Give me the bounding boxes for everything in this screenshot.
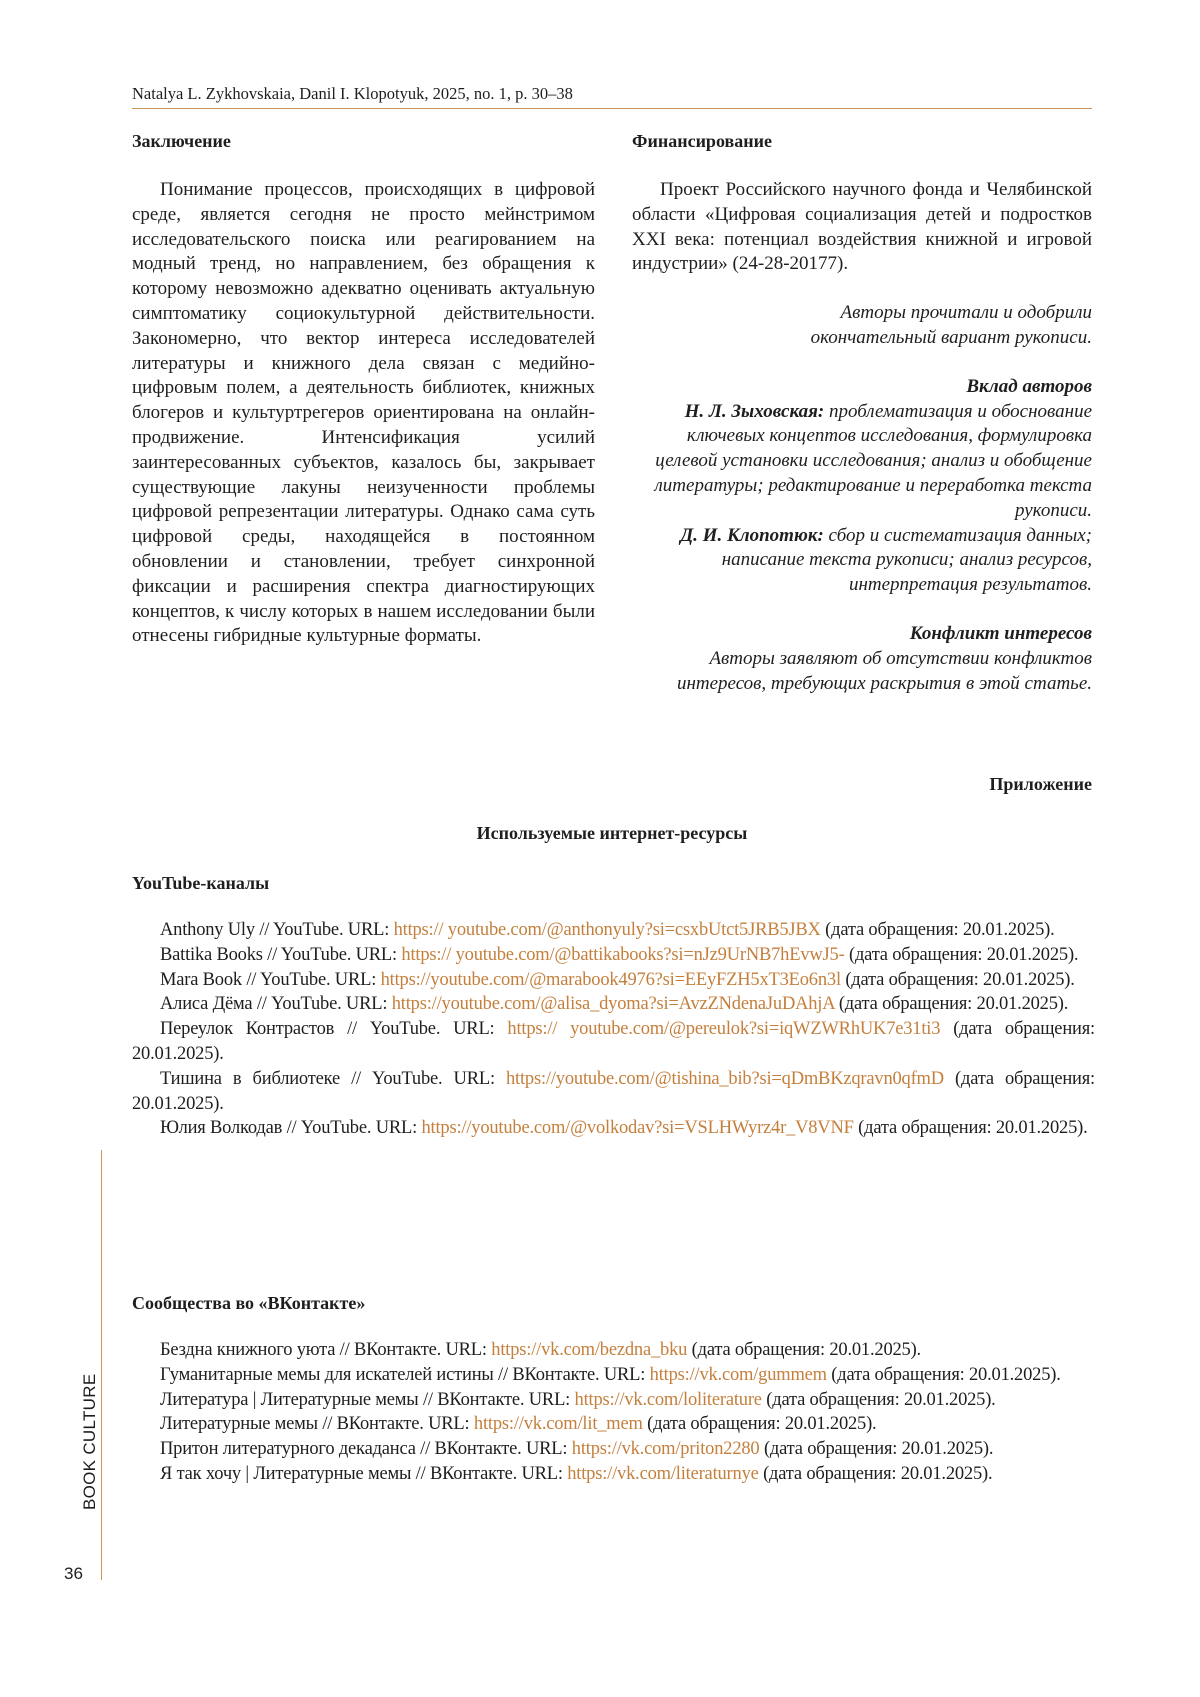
reference-access-date: (дата обращения: 20.01.2025). [845,970,1074,990]
conflict-section [632,622,1092,696]
journal-name-vertical: BOOK CULTURE [80,1374,100,1510]
reference-url-link[interactable]: https://vk.com/literaturnye [567,1464,758,1484]
conflict-title: Конфликт интересов [632,622,1092,647]
running-head: Natalya L. Zykhovskaia, Danil I. Klopotyuk, 2025, no. 1, p. 30–38 [132,84,1092,104]
reference-url-link[interactable]: https://vk.com/gummem [650,1365,827,1385]
conclusion-section [132,130,595,649]
vk-section-title: Сообщества во «ВКонтакте» [132,1292,1092,1314]
reference-item [132,1462,1095,1487]
reference-item [132,1067,1095,1117]
reference-access-date: (дата обращения: 20.01.2025). [647,1414,876,1434]
reference-url-link[interactable]: https://vk.com/loliterature [575,1390,762,1410]
reference-item [132,1437,1095,1462]
reference-name: Гуманитарные мемы для искателей истины // ВКонтакте. URL: [160,1365,645,1385]
reference-url-link[interactable]: https://vk.com/bezdna_bku [491,1340,687,1360]
conclusion-title: Заключение [132,130,595,152]
journal-page [0,0,1200,1697]
reference-name: Mara Book // YouTube. URL: [160,970,376,990]
reference-name: Притон литературного декаданса // ВКонтакте. URL: [160,1439,567,1459]
reference-item [132,943,1095,968]
reference-access-date: (дата обращения: 20.01.2025). [831,1365,1060,1385]
reference-item [132,1017,1095,1067]
reference-name: Тишина в библиотеке // YouTube. URL: [160,1069,495,1089]
approval-line-2: окончательный вариант рукописи. [632,326,1092,351]
reference-url-link[interactable]: https://vk.com/lit_mem [474,1414,643,1434]
side-rule [101,1150,102,1580]
funding-text: Проект Российского научного фонда и Челябинской области «Цифровая социализация детей и подростков XXI века: потенциал воздействия книжной и игровой индустрии» (24-28-20177). [632,178,1092,277]
contribution-section [632,375,1092,598]
reference-name: Переулок Контрастов // YouTube. URL: [160,1019,495,1039]
youtube-section-title: YouTube-каналы [132,872,1092,894]
conflict-text: Авторы заявляют об отсутствии конфликтов интересов, требующих раскрытия в этой статье. [632,647,1092,697]
reference-item [132,1338,1095,1363]
reference-name: Я так хочу | Литературные мемы // ВКонтакте. URL: [160,1464,563,1484]
reference-url-link[interactable]: https:// youtube.com/@battikabooks?si=nJz9UrNB7hEvwJ5- [401,945,844,965]
header-rule [132,108,1092,109]
reference-access-date: (дата обращения: 20.01.2025). [858,1118,1087,1138]
reference-url-link[interactable]: https:// youtube.com/@pereulok?si=iqWZWRhUK7e31ti3 [507,1019,940,1039]
reference-url-link[interactable]: https://vk.com/priton2280 [572,1439,760,1459]
reference-access-date: (дата обращения: 20.01.2025). [839,994,1068,1014]
vk-reference-list [132,1338,1095,1487]
reference-url-link[interactable]: https://youtube.com/@volkodav?si=VSLHWyrz4r_V8VNF [421,1118,853,1138]
reference-url-link[interactable]: https://youtube.com/@tishina_bib?si=qDmBKzqravn0qfmD [506,1069,944,1089]
resources-title: Используемые интернет-ресурсы [132,822,1092,844]
funding-title: Финансирование [632,130,1092,152]
reference-access-date: (дата обращения: 20.01.2025). [692,1340,921,1360]
reference-url-link[interactable]: https://youtube.com/@marabook4976?si=EEyFZH5xT3Eo6n3l [381,970,841,990]
reference-name: Battika Books // YouTube. URL: [160,945,397,965]
reference-access-date: (дата обращения: 20.01.2025). [766,1390,995,1410]
reference-item [132,1116,1095,1141]
reference-item [132,968,1095,993]
conclusion-text: Понимание процессов, происходящих в цифровой среде, является сегодня не просто мейнстримом исследовательского поиска или реагированием на модный тренд, но направлением, без обращения к которому невозможно адекватно оценивать актуальную симптоматику социокультурной действительности. Закономерно, что вектор интереса исследователей литературы и книжного дела связан с медийно-цифровым полем, а деятельность библиотек, книжных блогеров и культуртрегеров ориентирована на онлайн-продвижение. Интенсификация усилий заинтересованных субъектов, казалось бы, закрывает существующие лакуны неизученности проблемы цифровой репрезентации литературы. Однако сама суть цифровой среды, находящейся в постоянном обновлении и становлении, требует синхронной фиксации и расширения спектра диагностирующих концептов, к числу которых в нашем исследовании были отнесены гибридные культурные форматы. [132,178,595,649]
reference-access-date: (дата обращения: 20.01.2025). [849,945,1078,965]
reference-name: Литературные мемы // ВКонтакте. URL: [160,1414,469,1434]
reference-item [132,1412,1095,1437]
reference-access-date: (дата обращения: 20.01.2025). [764,1439,993,1459]
reference-name: Алиса Дёма // YouTube. URL: [160,994,387,1014]
page-number: 36 [64,1564,83,1584]
youtube-reference-list [132,918,1095,1141]
reference-access-date: (дата обращения: 20.01.2025). [132,1069,1095,1114]
reference-name: Литература | Литературные мемы // ВКонтакте. URL: [160,1390,570,1410]
author-2-name: Д. И. Клопотюк: [680,525,824,546]
contribution-author-1 [632,400,1092,524]
reference-item [132,918,1095,943]
approval-line-1: Авторы прочитали и одобрили [632,301,1092,326]
approval-note [632,301,1092,351]
reference-access-date: (дата обращения: 20.01.2025). [825,920,1054,940]
reference-name: Anthony Uly // YouTube. URL: [160,920,389,940]
author-1-name: Н. Л. Зыховская: [685,401,825,422]
reference-url-link[interactable]: https://youtube.com/@alisa_dyoma?si=AvzZNdenaJuDAhjA [392,994,835,1014]
reference-item [132,1363,1095,1388]
conclusion-body [132,178,595,649]
funding-section [632,130,1092,696]
funding-body [632,178,1092,277]
appendix-title: Приложение [632,773,1092,795]
reference-access-date: (дата обращения: 20.01.2025). [132,1019,1095,1064]
reference-item [132,992,1095,1017]
reference-name: Юлия Волкодав // YouTube. URL: [160,1118,417,1138]
contribution-author-2 [632,524,1092,598]
contribution-title: Вклад авторов [632,375,1092,400]
reference-access-date: (дата обращения: 20.01.2025). [763,1464,992,1484]
author-1-contribution: проблематизация и обоснование ключевых концептов исследования, формулировка целевой установки исследования; анализ и обобщение литературы; редактирование и переработка текста рукописи. [655,401,1092,521]
reference-name: Бездна книжного уюта // ВКонтакте. URL: [160,1340,487,1360]
reference-url-link[interactable]: https:// youtube.com/@anthonyuly?si=csxbUtct5JRB5JBX [394,920,821,940]
author-2-contribution: сбор и систематизация данных; написание текста рукописи; анализ ресурсов, интерпретация результатов. [722,525,1092,596]
reference-item [132,1388,1095,1413]
